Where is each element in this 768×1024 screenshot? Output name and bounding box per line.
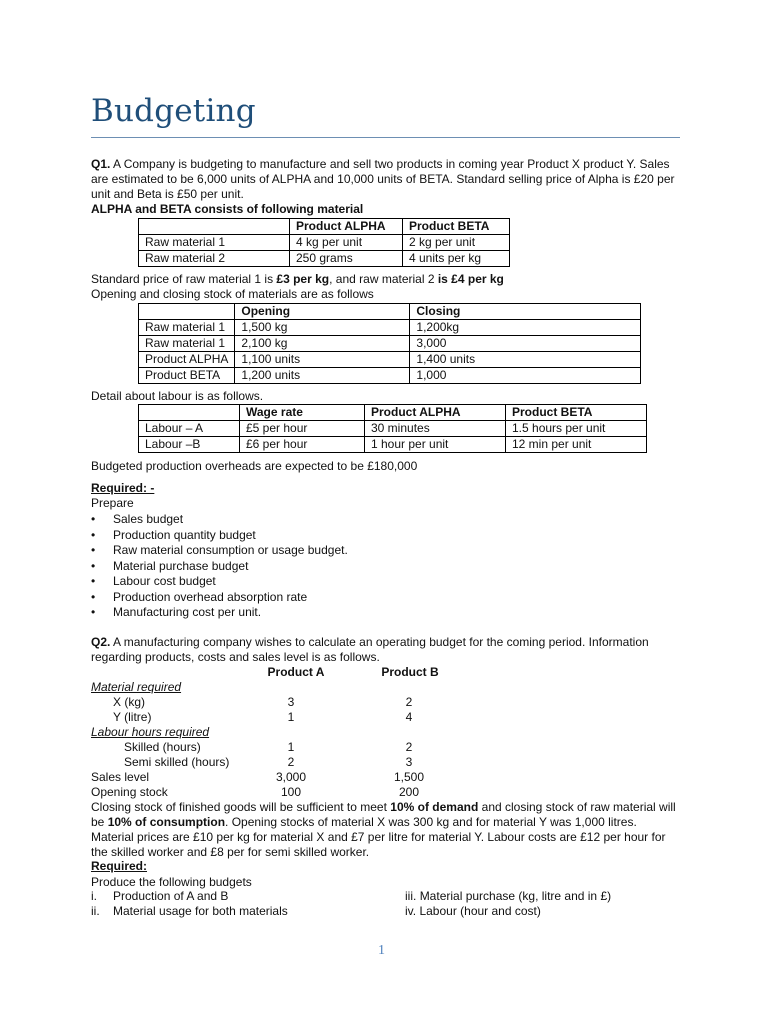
stock-heading: Opening and closing stock of materials are as follows [91,287,374,301]
skilled-label: Skilled (hours) [124,740,201,754]
table-row [139,235,510,251]
q2-product-grid [91,665,471,800]
q2-header-row [91,665,471,680]
sales-a: 3,000 [275,770,307,784]
labour-table [138,404,647,453]
list-item-text: Manufacturing cost per unit. [113,605,262,619]
table-cell: 1,500 kg [235,320,410,336]
bullet-icon: • [91,574,96,588]
budget-text: Material usage for both materials [113,904,288,918]
list-item [91,605,348,621]
sales-label: Sales level [91,770,150,784]
q1-required-label [91,481,691,496]
table-row [91,695,471,710]
y-label: Y (litre) [113,710,152,724]
labour-required-row [91,725,471,740]
table-cell: Raw material 1 [139,320,235,336]
table-cell: 1 hour per unit [365,437,506,453]
closing-stock-paragraph [91,800,681,860]
page-number: 1 [378,943,385,958]
product-b-header: Product B [381,665,439,679]
semi-skilled-b: 3 [405,755,413,769]
table-row [139,352,641,368]
table-row [91,770,471,785]
product-a-header: Product A [267,665,325,679]
table-row [91,710,471,725]
material-required-row [91,680,471,695]
table-header-cell: Opening [235,304,410,320]
table-header-cell [139,219,290,235]
budget-num: i. [91,889,97,903]
semi-skilled-a: 2 [287,755,295,769]
budget-num: ii. [91,904,100,918]
closing-bold-2: 10% of consumption [107,815,226,829]
overheads-text: Budgeted production overheads are expected to be £180,000 [91,459,418,473]
table-row [139,320,641,336]
closing-text-3: . Opening stocks of material X was 300 kg and for material Y was 1,000 litres. Material prices are £10 per kg for material X and £7 per litre for material Y. Labour costs are £12 per hour for the skilled worker and £8 per for semi skilled worker. [91,815,666,859]
bullet-icon: • [91,543,96,557]
table-header-cell: Product BETA [506,405,647,421]
list-item-text: Production overhead absorption rate [113,589,308,604]
x-a: 3 [287,695,295,709]
price-bold-1: £3 per kg [276,272,330,286]
q2-label: Q2. [91,635,111,649]
price-text-2: , and raw material 2 [329,272,438,286]
list-item-text: Raw material consumption or usage budget. [113,543,348,557]
labour-heading: Detail about labour is as follows. [91,389,264,403]
table-cell: 1,200kg [410,320,641,336]
q2-required-label [91,859,691,874]
list-item-text: Production quantity budget [113,527,256,542]
list-item-text: Labour cost budget [113,574,216,588]
q2-intro [91,635,681,665]
q1-required-text: Required: - [91,481,155,495]
materials-table [138,218,510,267]
bullet-icon: • [91,527,96,542]
table-cell: Raw material 2 [139,251,290,267]
table-cell: Product BETA [139,368,235,384]
list-item [91,512,348,528]
q1-intro [91,157,681,202]
title-rule [91,137,680,138]
closing-text-2: and closing stock of raw material will be [91,800,676,829]
semi-skilled-label: Semi skilled (hours) [124,755,230,769]
table-cell: 2 kg per unit [403,235,510,251]
table-cell: Product ALPHA [139,352,235,368]
table-row [139,437,647,453]
price-bold-2: is £4 per kg [437,272,504,286]
materials-heading [91,202,691,217]
q1-label: Q1. [91,157,111,171]
q1-intro-text: A Company is budgeting to manufacture and sell two products in coming year Product X product Y. Sales are estimated to be 6,000 units of ALPHA and 10,000 units of BETA. Standard selling price of Alpha is £20 per unit and Beta is £50 per unit. [91,157,675,201]
table-cell: 250 grams [290,251,403,267]
sales-b: 1,500 [393,770,425,784]
table-row [139,251,510,267]
table-row [91,755,471,770]
list-item [91,574,348,590]
table-row [139,368,641,384]
prepare-text: Prepare [91,496,134,510]
table-header-row [139,304,641,320]
table-cell: £5 per hour [240,421,365,437]
table-cell: 4 kg per unit [290,235,403,251]
closing-text-1: Closing stock of finished goods will be sufficient to meet [91,800,391,814]
table-cell: Labour – A [139,421,240,437]
budget-item [405,904,705,919]
table-cell: Raw material 1 [139,336,235,352]
table-header-cell [139,304,235,320]
table-row [139,336,641,352]
table-row [91,740,471,755]
table-cell: 3,000 [410,336,641,352]
produce-text: Produce the following budgets [91,875,252,889]
price-text-1: Standard price of raw material 1 is [91,272,277,286]
q2-intro-text: A manufacturing company wishes to calculate an operating budget for the coming period. Information regarding products, costs and sales level is as follows. [91,635,649,664]
y-b: 4 [405,710,413,724]
table-row [139,421,647,437]
table-cell: Raw material 1 [139,235,290,251]
labour-required-label: Labour hours required [91,725,210,739]
table-cell: 12 min per unit [506,437,647,453]
list-item [91,559,348,575]
bullet-icon: • [91,512,96,526]
q2-required-text: Required: [91,859,148,873]
budget-text: Labour (hour and cost) [419,904,541,918]
required-list [91,512,348,621]
skilled-a: 1 [287,740,295,754]
materials-heading-text: ALPHA and BETA consists of following material [91,202,364,216]
table-cell: 1,000 [410,368,641,384]
table-cell: 1.5 hours per unit [506,421,647,437]
table-cell: 2,100 kg [235,336,410,352]
table-header-cell: Closing [410,304,641,320]
budget-text: Production of A and B [113,889,229,903]
price-line [91,272,691,287]
x-label: X (kg) [113,695,146,709]
budget-num: iii. [405,889,417,903]
list-item [91,590,348,606]
x-b: 2 [405,695,413,709]
list-item [91,543,348,559]
table-cell: 1,400 units [410,352,641,368]
budget-num: iv. [405,904,417,918]
page-title: Budgeting [91,93,256,129]
opening-stock-label: Opening stock [91,785,168,799]
closing-bold-1: 10% of demand [390,800,479,814]
bullet-icon: • [91,589,96,604]
budget-item [405,889,705,904]
table-cell: 30 minutes [365,421,506,437]
table-cell: Labour –B [139,437,240,453]
table-header-cell: Product BETA [403,219,510,235]
table-header-cell: Product ALPHA [290,219,403,235]
table-cell: 1,100 units [235,352,410,368]
y-a: 1 [287,710,295,724]
skilled-b: 2 [405,740,413,754]
table-cell: £6 per hour [240,437,365,453]
table-header-cell: Product ALPHA [365,405,506,421]
stock-table [138,303,641,384]
table-header-row [139,405,647,421]
opening-stock-b: 200 [398,785,420,799]
opening-stock-a: 100 [280,785,302,799]
list-item [91,528,348,544]
table-cell: 1,200 units [235,368,410,384]
material-required-label: Material required [91,680,182,694]
list-item-text: Sales budget [113,512,184,526]
bullet-icon: • [91,605,96,619]
table-row [91,785,471,800]
bullet-icon: • [91,558,96,573]
budget-text: Material purchase (kg, litre and in £) [419,889,612,903]
table-header-cell [139,405,240,421]
table-cell: 4 units per kg [403,251,510,267]
list-item-text: Material purchase budget [113,558,249,573]
table-header-cell: Wage rate [240,405,365,421]
table-header-row [139,219,510,235]
